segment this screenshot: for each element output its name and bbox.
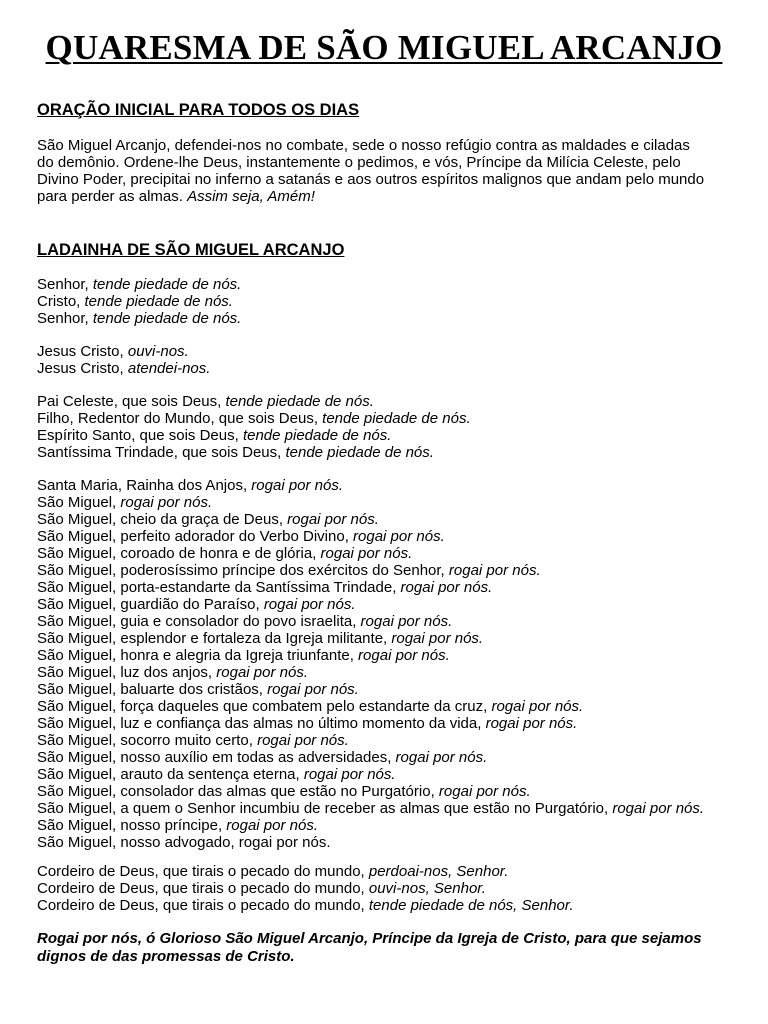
prayer-line-text: para perder as almas.	[37, 188, 183, 205]
litany-line	[37, 715, 737, 732]
invocation-response: rogai por nós.	[216, 664, 309, 681]
invocation-response: tende piedade de nós.	[92, 276, 242, 293]
litany-line	[37, 293, 737, 310]
litany-line	[37, 596, 737, 613]
invocation-text: São Miguel, esplendor e fortaleza da Igreja militante,	[37, 630, 392, 647]
invocation-response: rogai por nós.	[391, 630, 484, 647]
invocation-text: São Miguel, socorro muito certo,	[37, 732, 258, 749]
litany-line	[37, 817, 737, 834]
litany-line	[37, 897, 737, 914]
invocation-text: Filho, Redentor do Mundo, que sois Deus,	[37, 410, 323, 427]
prayer-line: São Miguel Arcanjo, defendei-nos no combate, sede o nosso refúgio contra as maldades e ciladas	[37, 137, 690, 154]
invocation-text: Pai Celeste, que sois Deus,	[37, 393, 226, 410]
invocation-text: Cordeiro de Deus, que tirais o pecado do mundo,	[37, 863, 369, 880]
litany-line	[37, 276, 737, 293]
litany-line	[37, 562, 737, 579]
litany-line	[37, 410, 737, 427]
prayer-paragraph	[37, 137, 737, 205]
invocation-response: rogai por nós.	[353, 528, 445, 545]
invocation-text: São Miguel, nosso advogado, rogai por nós.	[37, 834, 331, 851]
invocation-text: São Miguel, força daqueles que combatem pelo estandarte da cruz,	[37, 698, 492, 715]
litany-line	[37, 494, 737, 511]
invocation-text: Senhor,	[37, 276, 93, 293]
invocation-text: Cristo,	[37, 293, 85, 310]
prayer-line	[37, 188, 737, 205]
litany-line	[37, 528, 737, 545]
invocation-text: São Miguel, nosso auxílio em todas as adversidades,	[37, 749, 396, 766]
invocation-response: rogai por nós.	[320, 545, 413, 562]
litany-line	[37, 647, 737, 664]
litany-line	[37, 698, 737, 715]
prayer-line: Divino Poder, precipitai no inferno a satanás e aos outros espíritos malignos que andam pelo mundo	[37, 171, 705, 188]
litany-line	[37, 545, 737, 562]
litany-group-5	[37, 863, 737, 914]
litany-line	[37, 800, 737, 817]
litany-group-1	[37, 276, 737, 327]
litany-line	[37, 310, 737, 327]
litany-line	[37, 427, 737, 444]
invocation-response: rogai por nós.	[448, 562, 541, 579]
litany-line	[37, 579, 737, 596]
invocation-response: tende piedade de nós, Senhor.	[368, 897, 574, 914]
invocation-response: rogai por nós.	[303, 766, 396, 783]
invocation-text: São Miguel,	[37, 494, 121, 511]
invocation-text: Cordeiro de Deus, que tirais o pecado do mundo,	[37, 897, 369, 914]
litany-line	[37, 880, 737, 897]
invocation-response: rogai por nós.	[263, 596, 356, 613]
litany-line	[37, 732, 737, 749]
litany-heading: LADAINHA DE SÃO MIGUEL ARCANJO	[37, 241, 345, 259]
invocation-text: São Miguel, consolador das almas que estão no Purgatório,	[37, 783, 439, 800]
invocation-response: atendei-nos.	[127, 360, 211, 377]
litany-line	[37, 393, 737, 410]
invocation-response: tende piedade de nós.	[84, 293, 233, 310]
invocation-response: tende piedade de nós.	[225, 393, 374, 410]
invocation-text: São Miguel, arauto da sentença eterna,	[37, 766, 304, 783]
invocation-response: rogai por nós.	[257, 732, 349, 749]
invocation-response: ouvi-nos.	[127, 343, 189, 360]
closing-prayer: Rogai por nós, ó Glorioso São Miguel Arcanjo, Príncipe da Igreja de Cristo, para que sejamos dignos de das promessas de Cristo.	[37, 930, 702, 965]
invocation-response: tende piedade de nós.	[242, 427, 392, 444]
invocation-text: São Miguel, perfeito adorador do Verbo Divino,	[37, 528, 354, 545]
invocation-response: perdoai-nos, Senhor.	[368, 863, 509, 880]
invocation-response: rogai por nós.	[287, 511, 379, 528]
litany-line	[37, 630, 737, 647]
invocation-response: rogai por nós.	[226, 817, 319, 834]
invocation-response: tende piedade de nós.	[285, 444, 434, 461]
invocation-text: São Miguel, cheio da graça de Deus,	[37, 511, 288, 528]
litany-line	[37, 766, 737, 783]
invocation-response: rogai por nós.	[400, 579, 493, 596]
invocation-response: rogai por nós.	[491, 698, 584, 715]
litany-line	[37, 863, 737, 880]
litany-line	[37, 783, 737, 800]
litany-group-3	[37, 393, 737, 461]
invocation-text: Cordeiro de Deus, que tirais o pecado do mundo,	[37, 880, 369, 897]
litany-line	[37, 444, 737, 461]
invocation-text: Santa Maria, Rainha dos Anjos,	[37, 477, 252, 494]
invocation-text: São Miguel, guia e consolador do povo israelita,	[37, 613, 361, 630]
litany-line	[37, 834, 737, 851]
invocation-text: São Miguel, luz dos anjos,	[37, 664, 217, 681]
invocation-text: Jesus Cristo,	[37, 343, 128, 360]
litany-line	[37, 681, 737, 698]
invocation-text: Santíssima Trindade, que sois Deus,	[37, 444, 286, 461]
litany-group-4	[37, 477, 737, 851]
prayer-heading: ORAÇÃO INICIAL PARA TODOS OS DIAS	[37, 101, 360, 119]
invocation-text: São Miguel, honra e alegria da Igreja triunfante,	[37, 647, 359, 664]
invocation-text: São Miguel, poderosíssimo príncipe dos exércitos do Senhor,	[37, 562, 449, 579]
litany-line	[37, 664, 737, 681]
invocation-text: Jesus Cristo,	[37, 360, 128, 377]
invocation-text: São Miguel, coroado de honra e de glória,	[37, 545, 321, 562]
litany-line	[37, 343, 737, 360]
litany-line	[37, 360, 737, 377]
litany-line	[37, 511, 737, 528]
invocation-text: São Miguel, a quem o Senhor incumbiu de receber as almas que estão no Purgatório,	[37, 800, 613, 817]
invocation-text: São Miguel, nosso príncipe,	[37, 817, 227, 834]
invocation-response: tende piedade de nós.	[92, 310, 242, 327]
invocation-response: rogai por nós.	[612, 800, 705, 817]
invocation-response: rogai por nós.	[438, 783, 531, 800]
invocation-text: Espírito Santo, que sois Deus,	[37, 427, 243, 444]
invocation-text: São Miguel, baluarte dos cristãos,	[37, 681, 268, 698]
invocation-response: ouvi-nos, Senhor.	[368, 880, 486, 897]
invocation-response: rogai por nós.	[267, 681, 359, 698]
invocation-response: rogai por nós.	[120, 494, 213, 511]
invocation-response: rogai por nós.	[360, 613, 453, 630]
invocation-response: rogai por nós.	[358, 647, 450, 664]
page-title: QUARESMA DE SÃO MIGUEL ARCANJO	[45, 28, 723, 67]
invocation-response: tende piedade de nós.	[322, 410, 471, 427]
invocation-text: São Miguel, luz e confiança das almas no último momento da vida,	[37, 715, 486, 732]
prayer-ending: Assim seja, Amém!	[187, 188, 315, 205]
litany-line	[37, 613, 737, 630]
litany-line	[37, 749, 737, 766]
invocation-text: Senhor,	[37, 310, 93, 327]
invocation-response: rogai por nós.	[251, 477, 344, 494]
invocation-text: São Miguel, guardião do Paraíso,	[37, 596, 264, 613]
invocation-response: rogai por nós.	[485, 715, 578, 732]
invocation-response: rogai por nós.	[395, 749, 488, 766]
litany-line	[37, 477, 737, 494]
litany-group-2	[37, 343, 737, 377]
invocation-text: São Miguel, porta-estandarte da Santíssima Trindade,	[37, 579, 401, 596]
prayer-line: do demônio. Ordene-lhe Deus, instantemente o pedimos, e vós, Príncipe da Milícia Celeste, pelo	[37, 154, 681, 171]
